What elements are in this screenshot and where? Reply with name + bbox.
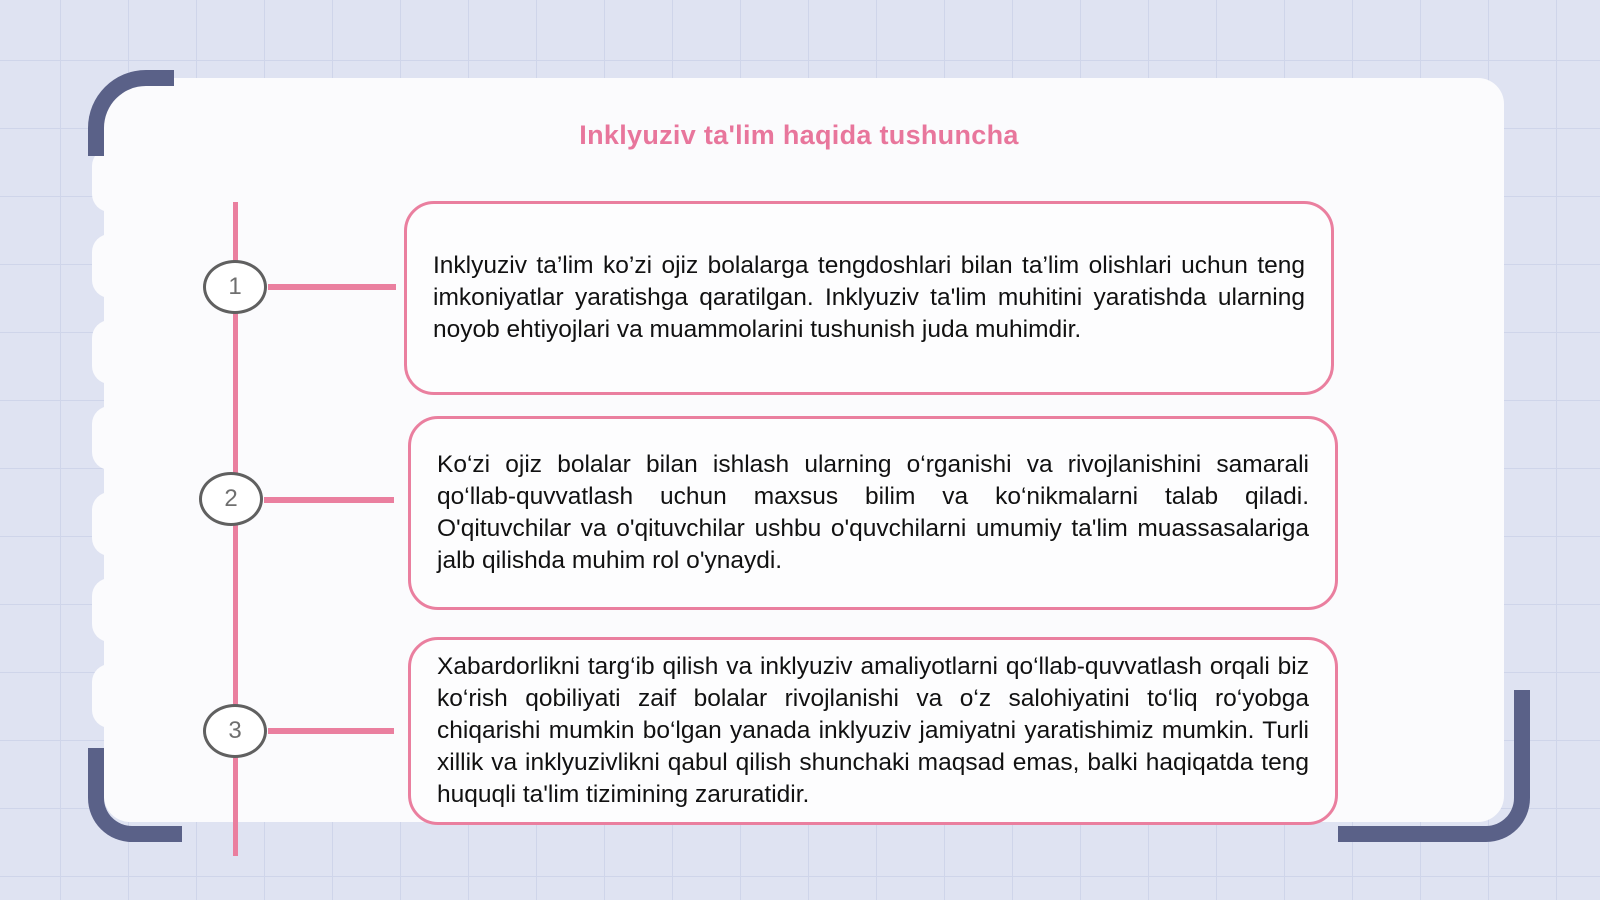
timeline-connector-1 [268,284,396,290]
paper-edge-scallop [92,320,128,384]
step-number-badge-2: 2 [199,472,263,526]
timeline-connector-3 [268,728,394,734]
step-text-3: Xabardorlikni targ‘ib qilish va inklyuziv amaliyotlarni qo‘llab-quvvatlash orqali biz ko‘rish qobiliyati zaif bolalar rivojlanishi va o‘z salohiyatini to‘liq ro‘yobga chiqarishi mumkin bo‘lgan yanada inklyuziv jamiyatni yaratishimiz mumkin. Turli xillik va inklyuzivlikni qabul qilish shunchaki maqsad emas, balki haqiqatda teng huquqli ta'lim tizimining zaruratidir. [437,653,1309,808]
paper-edge-scallop [92,148,128,212]
paper-edge-scallop [92,234,128,298]
corner-bracket-top-left [88,70,174,156]
step-number-badge-3: 3 [203,704,267,758]
step-card-2 [408,416,1338,610]
step-text-1: Inklyuziv ta’lim ko’zi ojiz bolalarga tengdoshlari bilan ta’lim olishlari uchun teng imkoniyatlar yaratishga qaratilgan. Inklyuziv ta'lim muhitini yaratishda ularning noyob ehtiyojlari va muammolarini tushunish juda muhimdir. [433,252,1305,343]
step-number-badge-1: 1 [203,260,267,314]
step-card-3 [408,637,1338,825]
step-text-2: Ko‘zi ojiz bolalar bilan ishlash ularning o‘rganishi va rivojlanishini samarali qo‘llab-quvvatlash uchun maxsus bilim va ko‘nikmalarni talab qiladi. O'qituvchilar va o'qituvchilar ushbu o'quvchilarni umumiy ta'lim muassasalariga jalb qilishda muhim rol o'ynaydi. [437,451,1309,574]
paper-edge-scallop [92,664,128,728]
corner-bracket-bottom-right [1338,690,1530,842]
step-card-1 [404,201,1334,395]
paper-edge-scallop [92,492,128,556]
timeline-connector-2 [264,497,394,503]
slide-title: Inklyuziv ta'lim haqida tushuncha [579,120,1019,150]
paper-edge-scallop [92,578,128,642]
corner-bracket-bottom-left [88,748,182,842]
paper-edge-scallop [92,406,128,470]
